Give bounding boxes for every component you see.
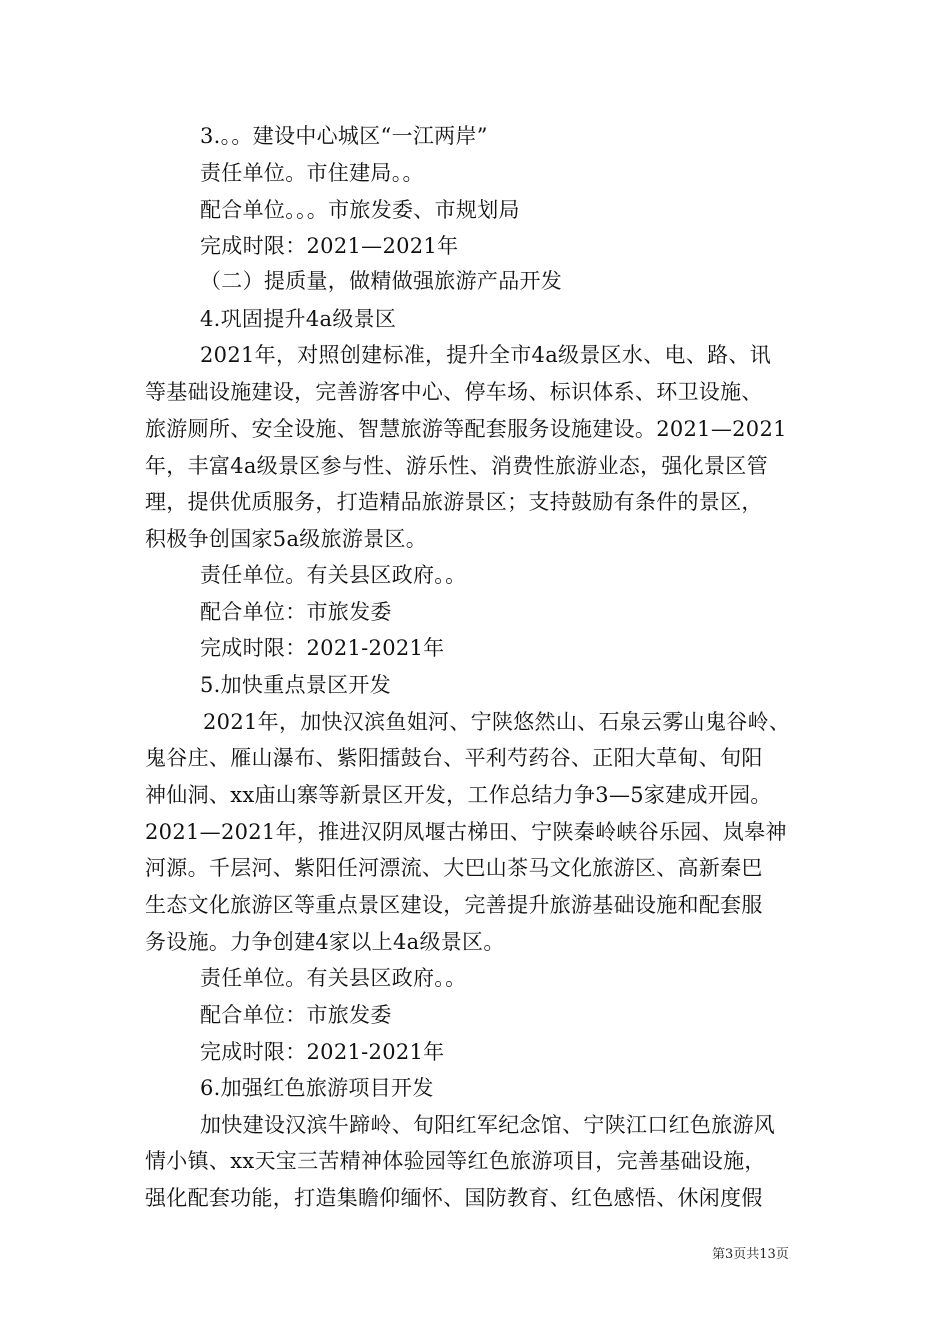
text-line: 责任单位。市住建局。。: [200, 161, 424, 185]
paragraph-line: 2021年，对照创建标准，提升全市4a级景区水、电、路、讯: [200, 343, 772, 367]
text-line: 责任单位。有关县区政府。。: [200, 966, 467, 990]
text-line: 配合单位。。。市旅发委、市规划局: [200, 198, 520, 222]
text-line: 完成时限：2021-2021年: [200, 636, 445, 660]
paragraph-line: 情小镇、xx天宝三苦精神体验园等红色旅游项目，完善基础设施，: [145, 1149, 766, 1173]
paragraph-line: 旅游厕所、安全设施、智慧旅游等配套服务设施建设。2021—2021: [145, 417, 787, 441]
paragraph-line: 年，丰富4a级景区参与性、游乐性、消费性旅游业态，强化景区管: [145, 454, 768, 478]
paragraph-line: 2021—2021年，推进汉阴凤堰古梯田、宁陕秦岭峡谷乐园、岚皋神: [145, 820, 787, 844]
item-heading: 4.巩固提升4a级景区: [200, 307, 397, 331]
text-line: 完成时限：2021-2021年: [200, 1040, 445, 1064]
text-line: 配合单位：市旅发委: [200, 1003, 392, 1027]
text-line: 3.。。建设中心城区“一江两岸”: [200, 124, 488, 148]
text-line: 完成时限：2021—2021年: [200, 234, 459, 258]
paragraph-line: 生态文化旅游区等重点景区建设，完善提升旅游基础设施和配套服: [145, 893, 763, 917]
paragraph-line: 加快建设汉滨牛蹄岭、旬阳红军纪念馆、宁陕江口红色旅游风: [200, 1113, 776, 1137]
paragraph-line: 神仙洞、xx庙山寨等新景区开发，工作总结力争3—5家建成开园。: [145, 783, 772, 807]
paragraph-line: 河源。千层河、紫阳任河漂流、大巴山茶马文化旅游区、高新秦巴: [145, 856, 763, 880]
text-line: 责任单位。有关县区政府。。: [200, 563, 467, 587]
text-line: 配合单位：市旅发委: [200, 600, 392, 624]
paragraph-line: 务设施。力争创建4家以上4a级景区。: [145, 930, 505, 954]
section-heading: （二）提质量，做精做强旅游产品开发: [200, 269, 563, 293]
paragraph-line: 理，提供优质服务，打造精品旅游景区；支持鼓励有条件的景区，: [145, 490, 763, 514]
item-heading: 5.加快重点景区开发: [200, 673, 392, 697]
paragraph-line: 2021年，加快汉滨鱼姐河、宁陕悠然山、石泉云雾山鬼谷岭、: [203, 710, 791, 734]
page-number: 第3页共13页: [712, 1247, 789, 1262]
paragraph-line: 鬼谷庄、雁山瀑布、紫阳擂鼓台、平利芍药谷、正阳大草甸、旬阳: [145, 746, 763, 770]
paragraph-line: 积极争创国家5a级旅游景区。: [145, 527, 428, 551]
paragraph-line: 等基础设施建设，完善游客中心、停车场、标识体系、环卫设施、: [145, 380, 763, 404]
item-heading: 6.加强红色旅游项目开发: [200, 1076, 434, 1100]
paragraph-line: 强化配套功能，打造集瞻仰缅怀、国防教育、红色感悟、休闲度假: [145, 1186, 763, 1210]
